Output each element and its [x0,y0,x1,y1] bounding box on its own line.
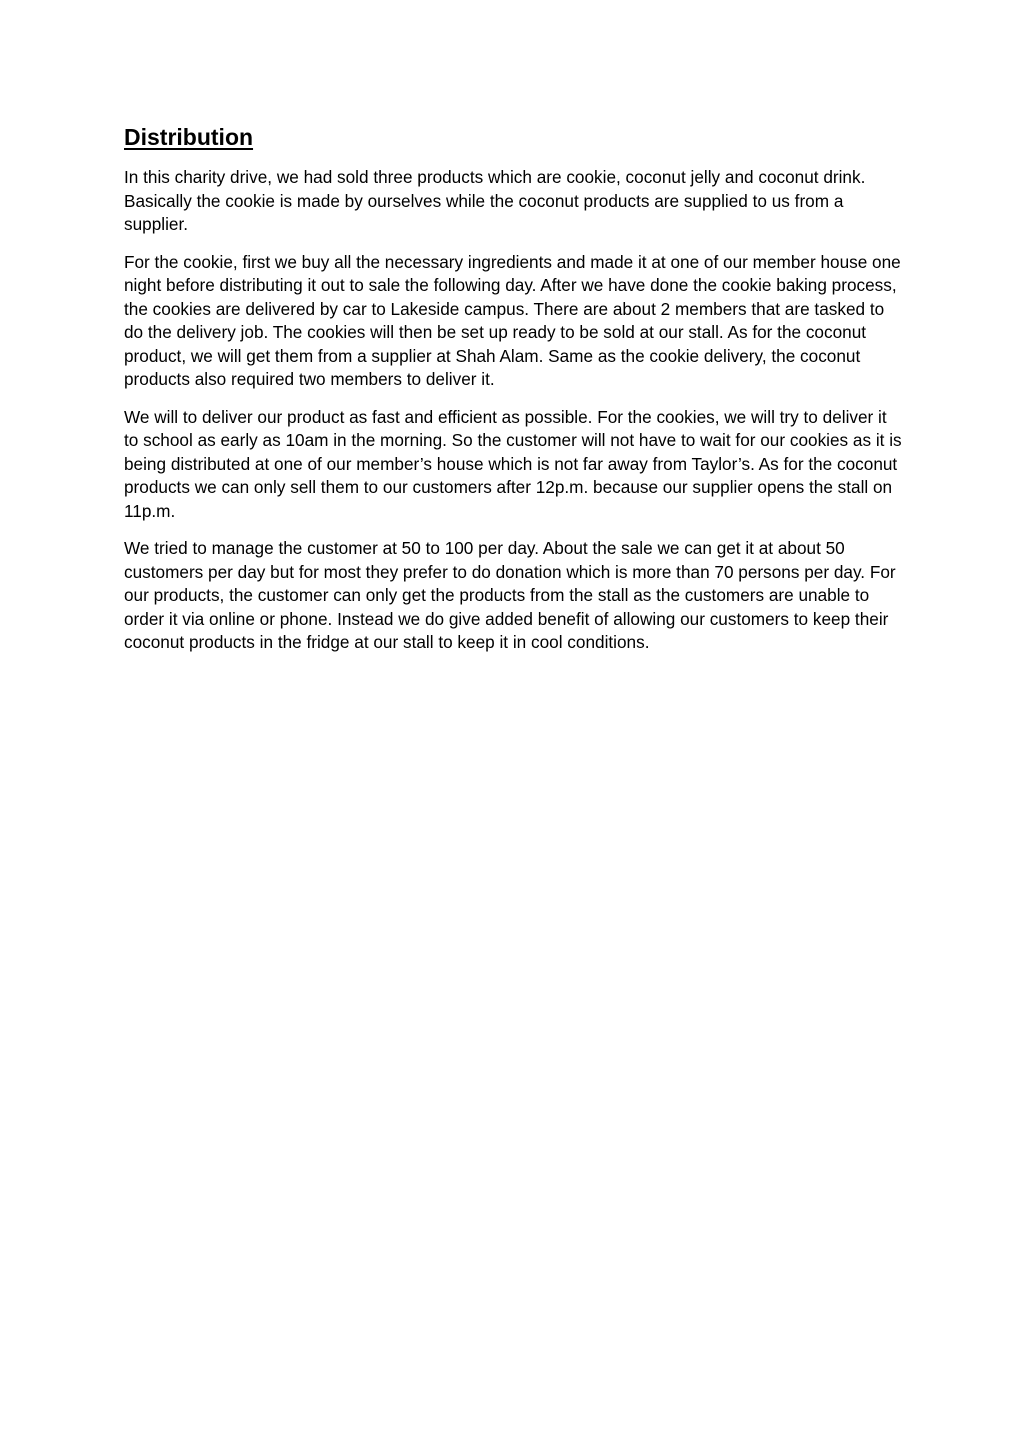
section-heading: Distribution [124,124,254,150]
paragraph-products-overview: In this charity drive, we had sold three products which are cookie, coconut jelly and coconut drink. Basically the cookie is made by ourselves while the coconut products are supplied to us from a supplier. [124,167,866,234]
document-page [124,122,904,669]
paragraph-delivery-timing: We will to deliver our product as fast and efficient as possible. For the cookies, we will try to deliver it to school as early as 10am in the morning. So the customer will not have to wait for our cookies as it is being distributed at one of our member’s house which is not far away from Taylor’s. As for the coconut products we can only sell them to our customers after 12p.m. because our supplier opens the stall on 11p.m. [124,406,902,521]
paragraph-cookie-process: For the cookie, first we buy all the necessary ingredients and made it at one of our member house one night before distributing it out to sale the following day. After we have done the cookie baking process, the cookies are delivered by car to Lakeside campus. There are about 2 members that are tasked to do the delivery job. The cookies will then be set up ready to be sold at our stall. As for the coconut product, we will get them from a supplier at Shah Alam. Same as the cookie delivery, the coconut products also required two members to deliver it. [124,251,901,389]
paragraph-customer-management: We tried to manage the customer at 50 to 100 per day. About the sale we can get it at about 50 customers per day but for most they prefer to do donation which is more than 70 persons per day. For our products, the customer can only get the products from the stall as the customers are unable to order it via online or phone. Instead we do give added benefit of allowing our customers to keep their coconut products in the fridge at our stall to keep it in cool conditions. [124,538,896,652]
